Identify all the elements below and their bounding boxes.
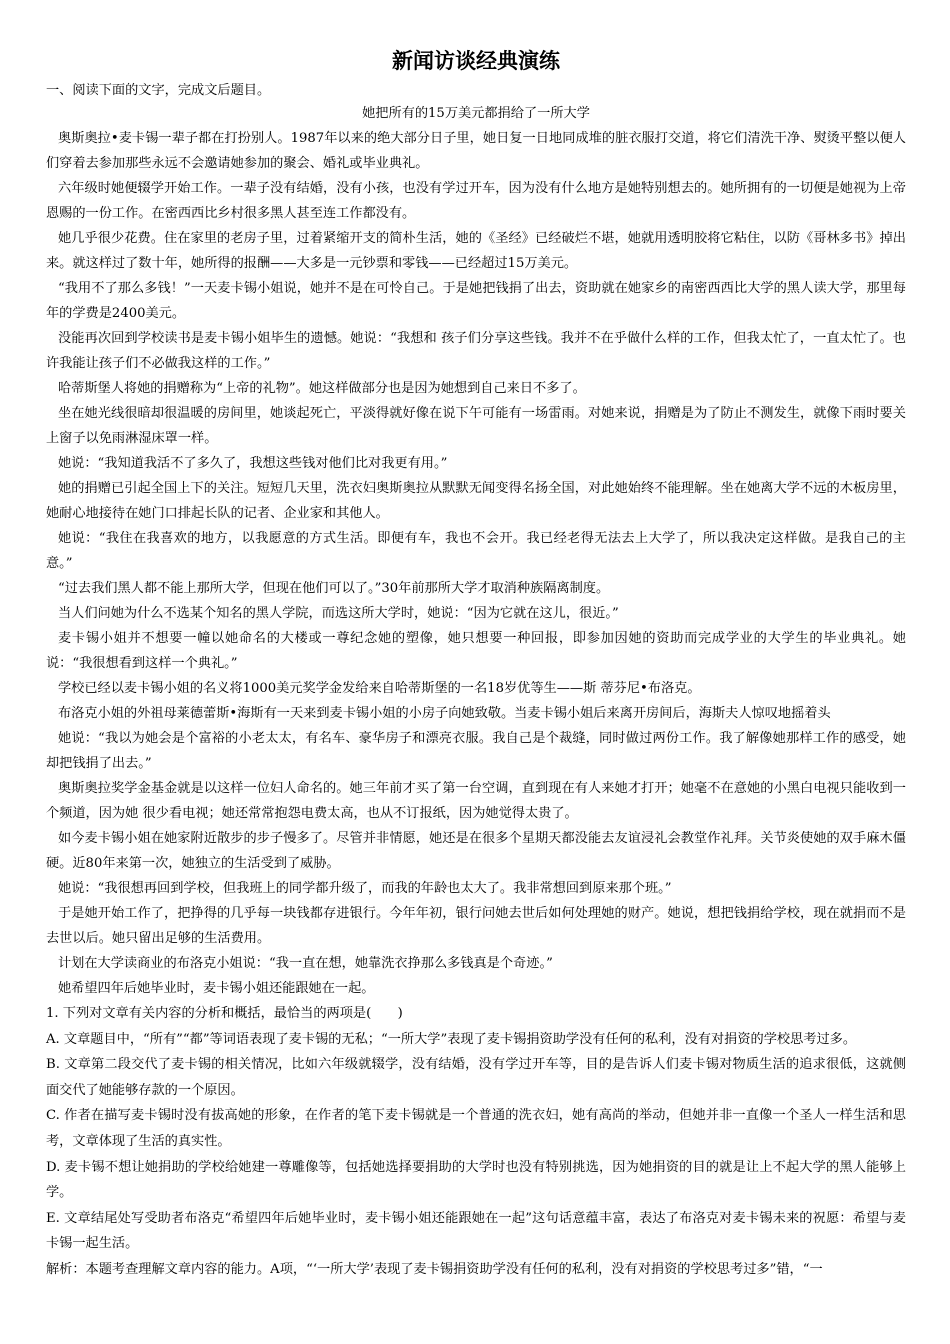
option-a: A. 文章题目中，“所有”“都”等词语表现了麦卡锡的无私；“一所大学”表现了麦卡锡捐资助学没有任何的私利，没有对捐资的学校思考过多。 xyxy=(46,1031,857,1047)
paragraph: 学校已经以麦卡锡小姐的名义将1000美元奖学金发给来自哈蒂斯堡的一名18岁优等生——斯 蒂芬尼•布洛克。 xyxy=(58,681,701,696)
paragraph: 六年级时她便辍学开始工作。一辈子没有结婚，没有小孩，也没有学过开车，因为没有什么地方是她特别想去的。她所拥有的一切便是她视为上帝恩赐的一份工作。在密西西比乡村很多黑人甚至连工作都没有。 xyxy=(46,181,906,221)
paragraph: 于是她开始工作了，把挣得的几乎每一块钱都存进银行。今年年初，银行问她去世后如何处理她的财产。她说，想把钱捐给学校，现在就捐而不是去世以后。她只留出足够的生活费用。 xyxy=(46,906,906,946)
paragraph: 她几乎很少花费。住在家里的老房子里，过着紧缩开支的简朴生活，她的《圣经》已经破烂不堪，她就用透明胶将它粘住，以防《哥林多书》掉出来。就这样过了数十年，她所得的报酬——大多是一元钞票和零钱——已经超过15万美元。 xyxy=(46,231,906,271)
paragraph: 如今麦卡锡小姐在她家附近散步的步子慢多了。尽管并非情愿，她还是在很多个星期天都没能去友谊浸礼会教堂作礼拜。关节炎使她的双手麻木僵硬。近80年来第一次，她独立的生活受到了威胁。 xyxy=(46,831,906,871)
paragraph: 麦卡锡小姐并不想要一幢以她命名的大楼或一尊纪念她的塑像，她只想要一种回报，即参加因她的资助而完成学业的大学生的毕业典礼。她说：“我很想看到这样一个典礼。” xyxy=(46,631,906,671)
paragraph: 她说：“我住在我喜欢的地方，以我愿意的方式生活。即便有车，我也不会开。我已经老得无法去上大学了，所以我决定这样做。是我自己的主意。” xyxy=(46,531,906,571)
paragraph: 当人们问她为什么不选某个知名的黑人学院，而选这所大学时，她说：“因为它就在这儿，很近。” xyxy=(58,606,619,621)
paragraph: 计划在大学读商业的布洛克小姐说：“我一直在想，她靠洗衣挣那么多钱真是个奇迹。” xyxy=(58,956,553,971)
option-d: D. 麦卡锡不想让她捐助的学校给她建一尊雕像等，包括她选择要捐助的大学时也没有特别挑选，因为她捐资的目的就是让上不起大学的黑人能够上学。 xyxy=(46,1159,906,1201)
paragraph: 她说：“我很想再回到学校，但我班上的同学都升级了，而我的年龄也太大了。我非常想回到原来那个班。” xyxy=(58,881,672,896)
paragraph: 没能再次回到学校读书是麦卡锡小姐毕生的遗憾。她说：“我想和 孩子们分享这些钱。我并不在乎做什么样的工作，但我太忙了，一直太忙了。也许我能让孩子们不必做我这样的工作。” xyxy=(46,331,906,371)
paragraph: 她希望四年后她毕业时，麦卡锡小姐还能跟她在一起。 xyxy=(58,981,375,996)
article-body xyxy=(46,126,906,1001)
paragraph: 布洛克小姐的外祖母莱德蕾斯•海斯有一天来到麦卡锡小姐的小房子向她致敬。当麦卡锡小姐后来离开房间后，海斯夫人惊叹地摇着头 xyxy=(58,706,831,721)
paragraph: 坐在她光线很暗却很温暖的房间里，她谈起死亡，平淡得就好像在说下午可能有一场雷雨。对她来说，捐赠是为了防止不测发生，就像下雨时要关上窗子以免雨淋湿床罩一样。 xyxy=(46,406,906,446)
paragraph: 奥斯奥拉•麦卡锡一辈子都在打扮别人。1987年以来的绝大部分日子里，她日复一日地同成堆的脏衣服打交道，将它们清洗干净、熨烫平整以便人们穿着去参加那些永远不会邀请她参加的聚会、婚礼或毕业典礼。 xyxy=(46,131,906,171)
paragraph: 她说：“我以为她会是个富裕的小老太太，有名车、豪华房子和漂亮衣服。我自己是个裁缝，同时做过两份工作。我了解像她那样工作的感受，她却把钱捐了出去。” xyxy=(46,731,906,771)
paragraph: 哈蒂斯堡人将她的捐赠称为“上帝的礼物”。她这样做部分也是因为她想到自己来日不多了。 xyxy=(58,381,586,396)
paragraph: 她的捐赠已引起全国上下的关注。短短几天里，洗衣妇奥斯奥拉从默默无闻变得名扬全国，对此她始终不能理解。坐在她离大学不远的木板房里，她耐心地接待在她门口排起长队的记者、企业家和其他人。 xyxy=(46,481,906,521)
paragraph: 奥斯奥拉奖学金基金就是以这样一位妇人命名的。她三年前才买了第一台空调，直到现在有人来她才打开；她毫不在意她的小黑白电视只能收到一个频道，因为她 很少看电视；她还常常抱怨电费太高，也从不订报纸，因为她觉得太贵了。 xyxy=(46,781,906,821)
paragraph: 她说：“我知道我活不了多久了，我想这些钱对他们比对我更有用。” xyxy=(58,456,448,471)
question-stem: 1. 下列对文章有关内容的分析和概括，最恰当的两项是( ) xyxy=(46,1006,403,1021)
option-c: C. 作者在描写麦卡锡时没有拔高她的形象，在作者的笔下麦卡锡就是一个普通的洗衣妇，她有高尚的举动，但她并非一直像一个圣人一样生活和思考，文章体现了生活的真实性。 xyxy=(46,1108,906,1149)
section-heading: 一、阅读下面的文字，完成文后题目。 xyxy=(46,83,271,98)
article-title: 她把所有的15万美元都捐给了一所大学 xyxy=(362,106,590,121)
paragraph: “过去我们黑人都不能上那所大学，但现在他们可以了。”30年前那所大学才取消种族隔离制度。 xyxy=(58,581,610,596)
question-block xyxy=(46,1001,906,1283)
document-title: 新闻访谈经典演练 xyxy=(392,49,560,73)
paragraph: “我用不了那么多钱！”一天麦卡锡小姐说，她并不是在可怜自己。于是她把钱捐了出去，资助就在她家乡的南密西西比大学的黑人读大学，那里每年的学费是2400美元。 xyxy=(46,281,906,321)
option-e: E. 文章结尾处写受助者布洛克“希望四年后她毕业时，麦卡锡小姐还能跟她在一起”这句话意蕴丰富，表达了布洛克对麦卡锡未来的祝愿：希望与麦卡锡一起生活。 xyxy=(46,1210,906,1252)
analysis-text: 解析：本题考查理解文章内容的能力。A项，“‘一所大学’表现了麦卡锡捐资助学没有任何的私利，没有对捐资的学校思考过多”错，“一 xyxy=(46,1261,823,1277)
option-b: B. 文章第二段交代了麦卡锡的相关情况，比如六年级就辍学，没有结婚，没有学过开车等，目的是告诉人们麦卡锡对物质生活的追求很低，这就侧面交代了她能够存款的一个原因。 xyxy=(46,1057,906,1098)
